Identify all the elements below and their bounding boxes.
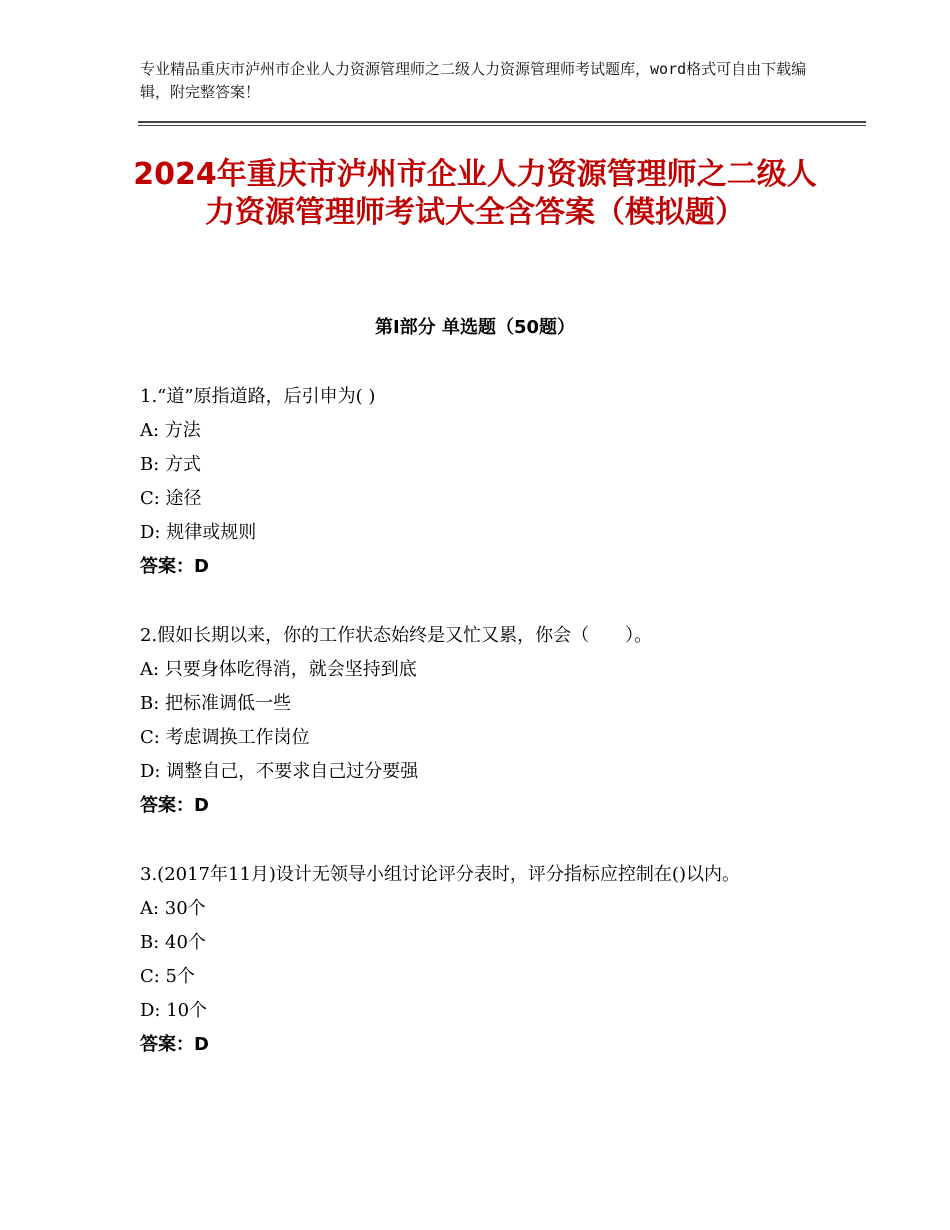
header-rule-thin — [138, 125, 866, 126]
question-3 — [140, 858, 810, 1062]
header-note: 专业精品重庆市泸州市企业人力资源管理师之二级人力资源管理师考试题库，word格式可自由下载编辑，附完整答案！ — [140, 60, 807, 101]
option-a: A: 30个 — [140, 898, 206, 919]
question-spacer — [140, 584, 810, 619]
option-d: D: 调整自己，不要求自己过分要强 — [140, 761, 419, 782]
section-heading: 第Ⅰ部分 单选题（50题） — [374, 317, 575, 338]
option-b: B: 40个 — [140, 932, 206, 953]
header-rule — [138, 121, 866, 123]
question-list — [140, 380, 810, 1062]
option-c: C: 考虑调换工作岗位 — [140, 727, 310, 748]
option-c: C: 途径 — [140, 488, 202, 509]
answer: 答案：D — [140, 795, 209, 816]
option-d: D: 10个 — [140, 1000, 208, 1021]
option-a: A: 方法 — [140, 420, 201, 441]
option-b: B: 方式 — [140, 454, 202, 475]
question-text: 2.假如长期以来，你的工作状态始终是又忙又累，你会（ ）。 — [140, 625, 653, 646]
option-d: D: 规律或规则 — [140, 522, 257, 543]
option-b: B: 把标准调低一些 — [140, 693, 292, 714]
question-1 — [140, 380, 810, 584]
option-a: A: 只要身体吃得消，就会坚持到底 — [140, 659, 417, 680]
answer: 答案：D — [140, 1034, 209, 1055]
question-text: 1.“道”原指道路，后引申为( ) — [140, 386, 376, 407]
question-text: 3.(2017年11月)设计无领导小组讨论评分表时，评分指标应控制在()以内。 — [140, 864, 740, 885]
document-title: 2024年重庆市泸州市企业人力资源管理师之二级人力资源管理师考试大全含答案（模拟题） — [133, 157, 817, 230]
question-2 — [140, 619, 810, 823]
answer: 答案：D — [140, 556, 209, 577]
question-spacer — [140, 823, 810, 858]
option-c: C: 5个 — [140, 966, 196, 987]
